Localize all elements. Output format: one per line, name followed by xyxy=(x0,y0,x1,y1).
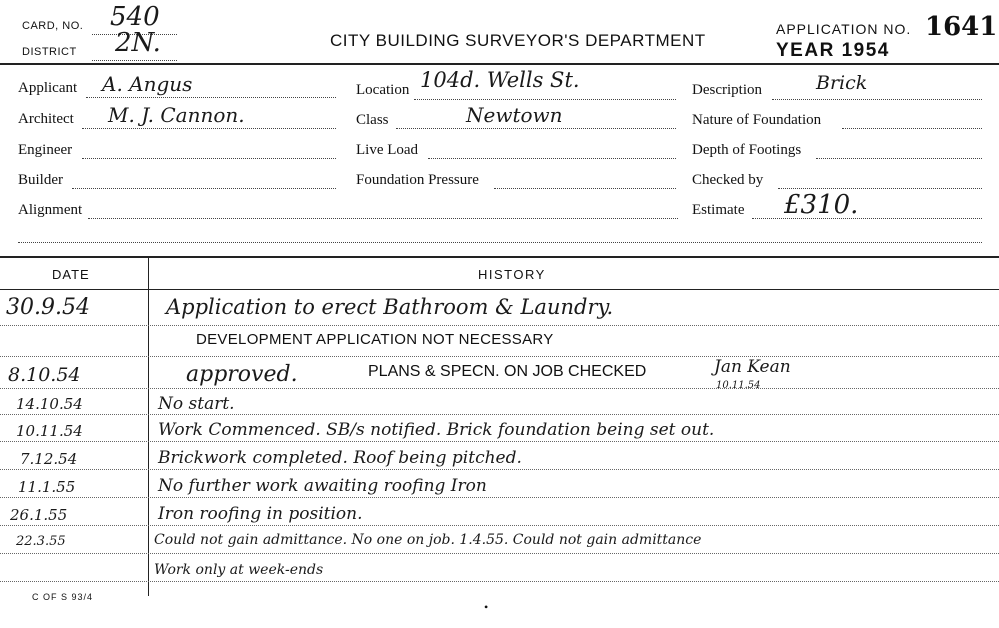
nature-foundation-label: Nature of Foundation xyxy=(692,112,822,128)
alignment-label: Alignment xyxy=(18,202,83,218)
history-date: 26.1.55 xyxy=(10,506,68,524)
history-date: 22.3.55 xyxy=(16,534,66,549)
header-row-rule xyxy=(0,289,999,290)
history-text: Brickwork completed. Roof being pitched. xyxy=(158,448,522,468)
card-no-value: 540 xyxy=(110,2,160,32)
date-column-divider xyxy=(148,256,149,596)
card-no-label: CARD, NO. xyxy=(22,20,84,32)
history-text: No further work awaiting roofing Iron xyxy=(158,476,487,496)
plans-checked-stamp: PLANS & SPECN. ON JOB CHECKED xyxy=(368,363,647,380)
year-label: YEAR 1954 xyxy=(776,40,890,61)
date-column-header: DATE xyxy=(52,267,90,282)
depth-footings-label: Depth of Footings xyxy=(692,142,802,158)
checker-initials: Jan Kean xyxy=(714,357,791,377)
applicant-value: A. Angus xyxy=(102,72,193,96)
architect-label: Architect xyxy=(18,111,74,127)
history-column-header: HISTORY xyxy=(478,267,546,282)
builder-label: Builder xyxy=(18,172,63,188)
application-no-label: APPLICATION NO. xyxy=(776,21,912,37)
engineer-label: Engineer xyxy=(18,142,73,158)
history-date: 8.10.54 xyxy=(8,364,81,386)
department-title: CITY BUILDING SURVEYOR'S DEPARTMENT xyxy=(330,31,706,50)
application-no-value: 1641 xyxy=(925,12,998,42)
checker-initials-date: 10.11.54 xyxy=(716,380,761,391)
punch-hole-mark: • xyxy=(484,600,489,614)
history-text: approved. xyxy=(186,362,298,387)
history-date: 7.12.54 xyxy=(20,450,78,468)
history-text: No start. xyxy=(158,394,235,414)
estimate-value: £310. xyxy=(784,190,859,220)
history-text: Iron roofing in position. xyxy=(158,504,363,524)
applicant-label: Applicant xyxy=(18,80,78,96)
live-load-label: Live Load xyxy=(356,142,419,158)
description-value: Brick xyxy=(816,72,868,94)
class-value: Newtown xyxy=(466,103,563,127)
history-text: Could not gain admittance. No one on job. 1.4.55. Could not gain admittance xyxy=(154,532,702,548)
checked-by-label: Checked by xyxy=(692,172,764,188)
class-label: Class xyxy=(356,112,389,128)
estimate-label: Estimate xyxy=(692,202,745,218)
form-code: C OF S 93/4 xyxy=(32,592,94,602)
description-label: Description xyxy=(692,82,762,98)
history-text: Work Commenced. SB/s notified. Brick foundation being set out. xyxy=(158,420,715,440)
header-rule xyxy=(0,63,999,65)
architect-value: M. J. Cannon. xyxy=(108,103,245,127)
location-label: Location xyxy=(356,82,410,98)
table-top-rule xyxy=(0,256,999,258)
foundation-pressure-label: Foundation Pressure xyxy=(356,172,479,188)
development-application-stamp: DEVELOPMENT APPLICATION NOT NECESSARY xyxy=(196,331,554,348)
district-value: 2N. xyxy=(115,28,161,58)
district-label: DISTRICT xyxy=(22,46,77,58)
location-value: 104d. Wells St. xyxy=(420,68,580,92)
history-text: Application to erect Bathroom & Laundry. xyxy=(166,295,614,319)
history-date: 14.10.54 xyxy=(16,395,83,413)
history-date: 11.1.55 xyxy=(18,478,76,496)
history-text: Work only at week-ends xyxy=(154,562,324,578)
history-date: 10.11.54 xyxy=(16,422,83,440)
history-date: 30.9.54 xyxy=(6,295,90,320)
